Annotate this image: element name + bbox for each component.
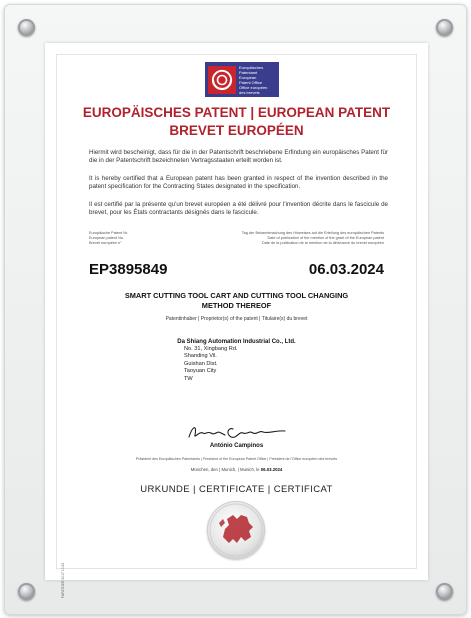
invention-title: SMART CUTTING TOOL CART AND CUTTING TOOL CHANGING METHOD THEREOF	[124, 291, 349, 310]
epo-logo-mark-icon	[208, 66, 236, 94]
epo-logo-text: Europäisches Patentamt European Patent Office Office européen des brevets	[239, 64, 268, 95]
grant-date: 06.03.2024	[308, 261, 384, 278]
frame-bolt-icon	[18, 583, 35, 600]
patent-number: EP3895849	[89, 261, 168, 278]
frame-bolt-icon	[436, 583, 453, 600]
proprietor-name: Da Shiang Automation Industrial Co., Ltd.	[177, 339, 296, 345]
paragraph-english: It is hereby certified that a European patent has been granted in respect of the invention described in the patent specification for the Contracting States designated in the specification.	[89, 175, 388, 191]
certificate-paper	[45, 43, 428, 598]
form-code: FAPATCER 2017 10.22	[61, 562, 65, 598]
paragraph-german: Hiermit wird bescheinigt, dass für die in der Patentschrift beschriebene Erfindung ein europäisches Patent für die in der Patentschrift bezeichneten Vertragsstaaten erteilt worden ist.	[89, 149, 388, 165]
proprietor-address: No. 31, Xingbang Rd. Shanding Vil. Guishan Dist. Taoyuan City TW	[184, 346, 238, 382]
certificate-frame	[4, 4, 467, 615]
certificate-title: EUROPÄISCHES PATENT | EUROPEAN PATENT	[82, 105, 391, 120]
certificate-label: URKUNDE | CERTIFICATE | CERTIFICAT	[140, 484, 333, 495]
certificate-title-french: BREVET EUROPÉEN	[169, 123, 304, 138]
epo-logo	[205, 62, 279, 97]
president-role: Präsident des Europäischen Patentamts | President of the European Patent Office | Président de l'Office européen des brevets	[135, 457, 338, 461]
president-name: António Campinos	[209, 443, 264, 449]
europe-map-seal-icon	[207, 501, 265, 559]
frame-bolt-icon	[436, 19, 453, 36]
paragraph-french: Il est certifié par la présente qu'un brevet européen a été délivré pour l'invention décrite dans le fascicule de brevet, pour les États contractants désignés dans le fascicule.	[89, 201, 388, 217]
proprietor-label: Patentinhaber | Proprietor(s) of the patent | Titulaire(s) du brevet	[165, 316, 308, 322]
place-and-date: München, den | Munich, | Munich, le 06.03.2024	[190, 467, 283, 472]
patent-number-label: Europäische Patent Nr. European patent No. Brevet européen n°	[89, 231, 129, 246]
grant-date-label: Tag der Bekanntmachung des Hinweises auf die Erteilung des europäischen Patents Date of publication of the mention of the grant of the European patent Date de la publication de la mention de la délivrance du brevet européen	[241, 231, 384, 246]
frame-bolt-icon	[18, 19, 35, 36]
